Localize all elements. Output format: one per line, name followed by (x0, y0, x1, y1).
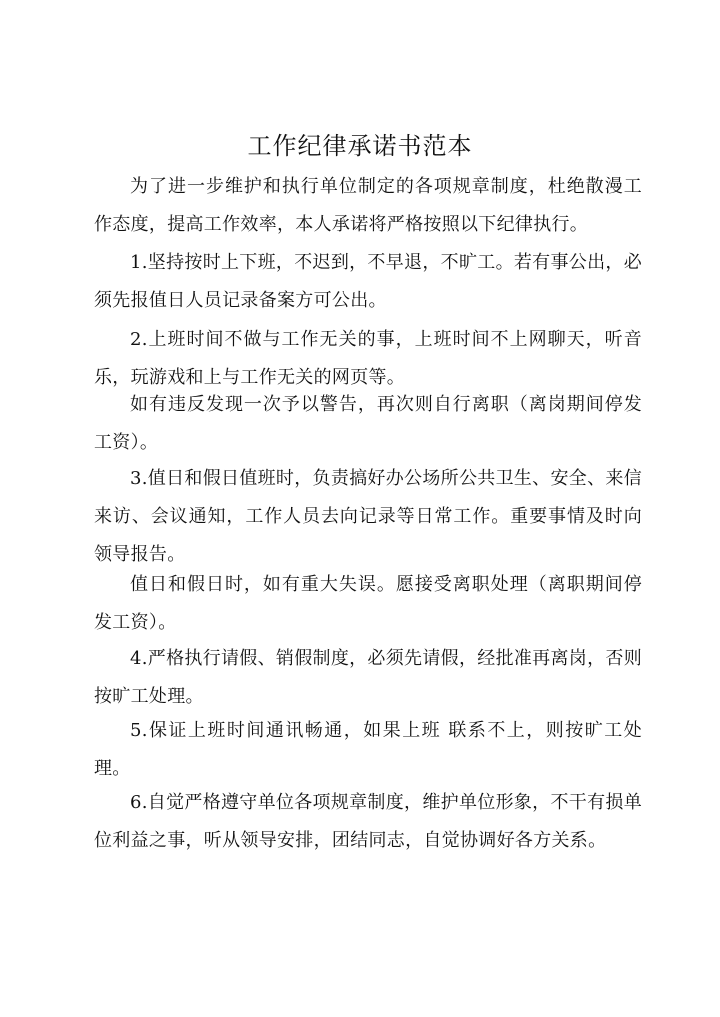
paragraph-rule-2: 2.上班时间不做与工作无关的事，上班时间不上网聊天，听音乐，玩游戏和上与工作无关的网页等。 (94, 329, 642, 388)
paragraph-rule-4: 4.严格执行请假、销假制度，必须先请假，经批准再离岗，否则按旷工处理。 (94, 648, 642, 707)
paragraph-rule-5: 5.保证上班时间通讯畅通，如果上班 联系不上，则按旷工处理。 (94, 720, 642, 779)
paragraph-rule-1: 1.坚持按时上下班，不迟到，不早退，不旷工。若有事公出，必须先报值日人员记录备案方可公出。 (94, 252, 642, 311)
paragraph-rule-6: 6.自觉严格遵守单位各项规章制度，维护单位形象，不干有损单位利益之事，听从领导安排，团结同志，自觉协调好各方关系。 (94, 792, 642, 851)
paragraph-rule-3: 3.值日和假日值班时，负责搞好办公场所公共卫生、安全、来信来访、会议通知，工作人员去向记录等日常工作。重要事情及时向领导报告。 (94, 468, 642, 565)
paragraph-intro: 为了进一步维护和执行单位制定的各项规章制度，杜绝散漫工作态度，提高工作效率，本人承诺将严格按照以下纪律执行。 (94, 176, 642, 235)
paragraph-penalty-1: 如有违反发现一次予以警告，再次则自行离职（离岗期间停发工资）。 (94, 394, 642, 453)
document-title: 工作纪律承诺书范本 (247, 132, 473, 160)
paragraph-penalty-2: 值日和假日时，如有重大失误。愿接受离职处理（离职期间停发工资）。 (94, 574, 642, 633)
